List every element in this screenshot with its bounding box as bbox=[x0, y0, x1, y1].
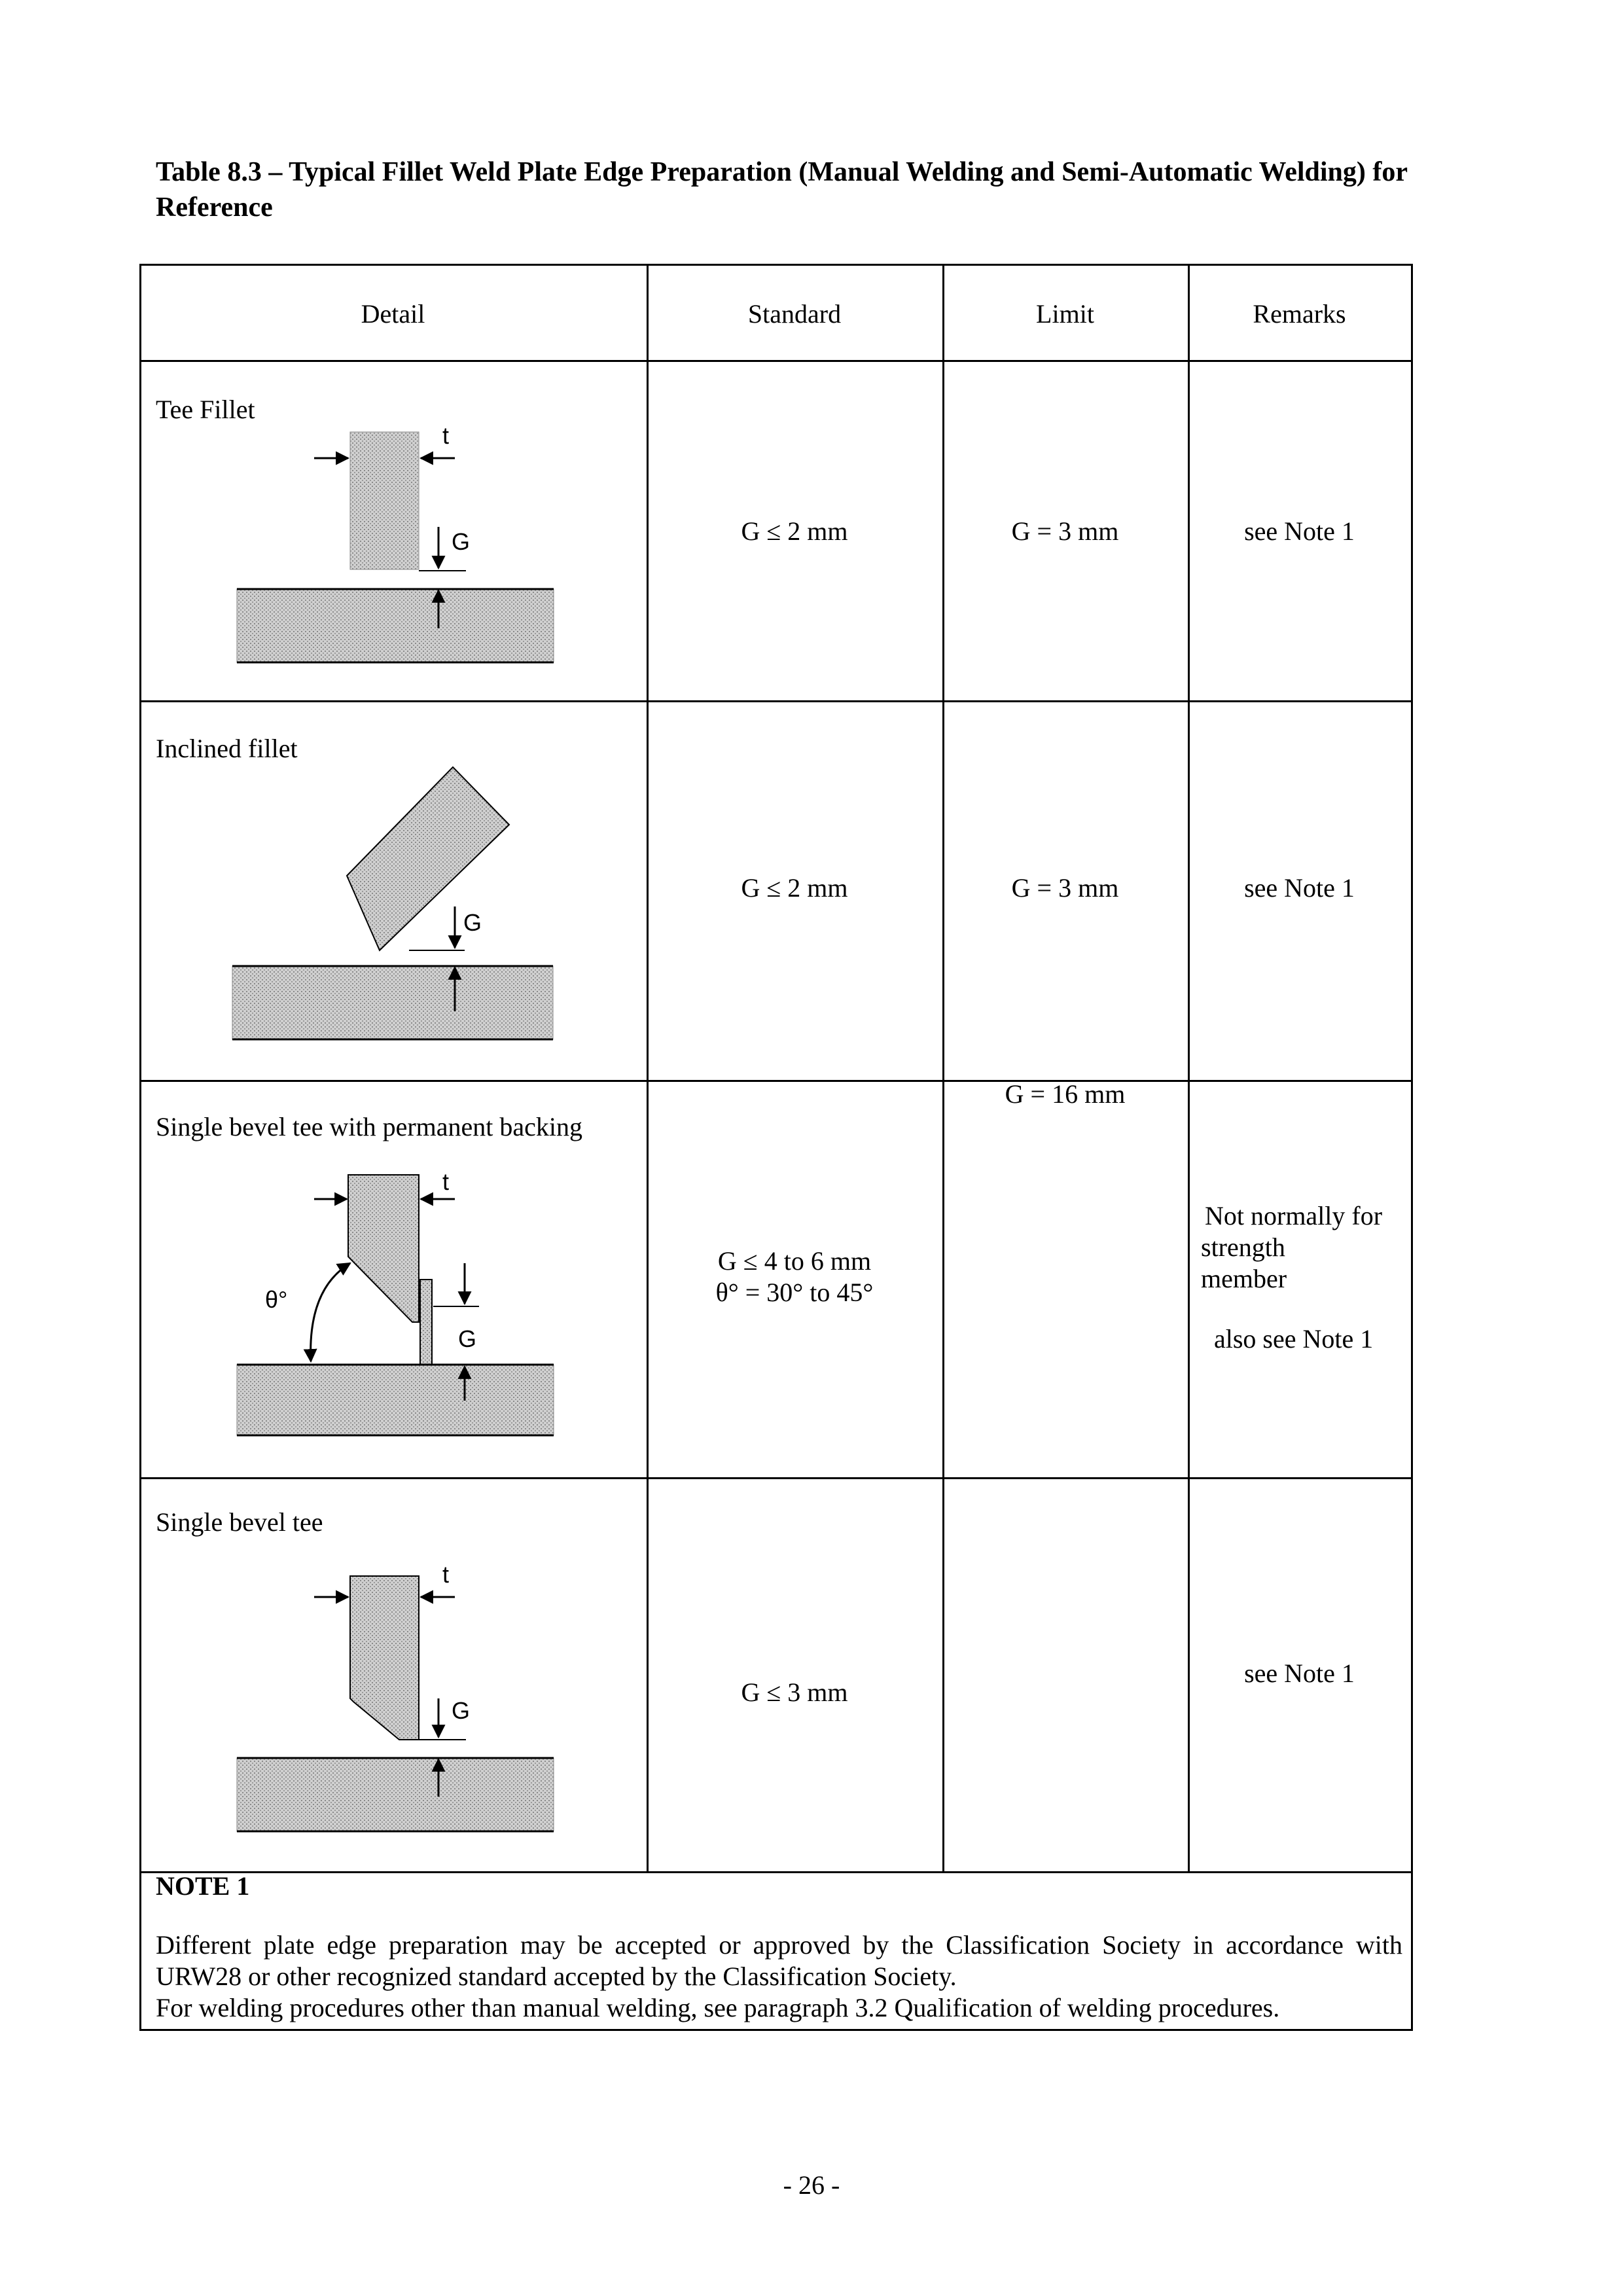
row-divider bbox=[139, 1080, 1413, 1082]
table-border-right bbox=[1411, 264, 1413, 2031]
note-paragraph: For welding procedures other than manual welding, see paragraph 3.2 Qualification of welding procedures. bbox=[156, 1993, 1280, 2022]
row-standard-line: θ° = 30° to 45° bbox=[715, 1278, 874, 1307]
inclined-fillet-diagram bbox=[223, 759, 563, 1047]
row-standard: G ≤ 2 mm bbox=[741, 516, 848, 546]
row-remarks: see Note 1 bbox=[1244, 516, 1355, 546]
tee-fillet-diagram bbox=[223, 419, 563, 668]
single-bevel-tee-diagram bbox=[223, 1564, 563, 1839]
row-limit: G = 3 mm bbox=[1011, 873, 1119, 903]
thickness-label: t bbox=[442, 1168, 450, 1195]
note-title: NOTE 1 bbox=[156, 1871, 250, 1901]
gap-label: G bbox=[452, 1697, 471, 1724]
column-divider bbox=[1188, 264, 1190, 1873]
row-remarks: see Note 1 bbox=[1244, 873, 1355, 903]
row-remarks-line: also see Note 1 bbox=[1214, 1324, 1374, 1354]
header-row-divider bbox=[139, 360, 1413, 362]
note-body bbox=[156, 1929, 1402, 2024]
page-number: - 26 - bbox=[783, 2170, 840, 2200]
header-detail: Detail bbox=[361, 299, 425, 329]
row-detail-name: Single bevel tee bbox=[156, 1507, 323, 1537]
row-standard: G ≤ 3 mm bbox=[741, 1677, 848, 1707]
table-border-top bbox=[139, 264, 1413, 266]
note-paragraph: Different plate edge preparation may be accepted or approved by the Classification Society in accordance with URW28 or other recognized standard accepted by the Classification Society. bbox=[156, 1930, 1402, 1991]
row-remarks: see Note 1 bbox=[1244, 1659, 1355, 1688]
thickness-label: t bbox=[442, 422, 450, 449]
page-title: Table 8.3 – Typical Fillet Weld Plate Edge Preparation (Manual Welding and Semi-Automatic Welding) for Reference bbox=[156, 157, 1408, 223]
row-divider bbox=[139, 700, 1413, 702]
row-detail-name: Inclined fillet bbox=[156, 734, 298, 763]
row-detail-name: Single bevel tee with permanent backing bbox=[156, 1112, 583, 1141]
table-border-bottom bbox=[139, 2029, 1413, 2031]
single-bevel-backing-diagram bbox=[223, 1165, 563, 1440]
thickness-label: t bbox=[442, 1564, 450, 1588]
header-remarks: Remarks bbox=[1253, 299, 1346, 329]
column-divider bbox=[942, 264, 944, 1873]
row-standard-line: G ≤ 4 to 6 mm bbox=[717, 1246, 872, 1276]
gap-label: G bbox=[463, 909, 482, 936]
column-divider bbox=[647, 264, 649, 1873]
note-divider bbox=[139, 1871, 1413, 1873]
angle-label: θ° bbox=[265, 1286, 288, 1313]
gap-label: G bbox=[458, 1325, 477, 1352]
gap-label: G bbox=[452, 528, 471, 555]
row-standard: G ≤ 2 mm bbox=[741, 873, 848, 903]
row-limit: G = 16 mm bbox=[1005, 1079, 1126, 1109]
row-limit: G = 3 mm bbox=[1011, 516, 1119, 546]
row-detail-name: Tee Fillet bbox=[156, 395, 255, 424]
row-remarks-line: strength bbox=[1201, 1232, 1285, 1262]
row-remarks-line: member bbox=[1201, 1264, 1287, 1293]
header-standard: Standard bbox=[747, 299, 842, 329]
row-remarks-line: Not normally for bbox=[1205, 1201, 1383, 1230]
header-limit: Limit bbox=[1036, 299, 1094, 329]
table-border-left bbox=[139, 264, 141, 2031]
row-divider bbox=[139, 1477, 1413, 1479]
